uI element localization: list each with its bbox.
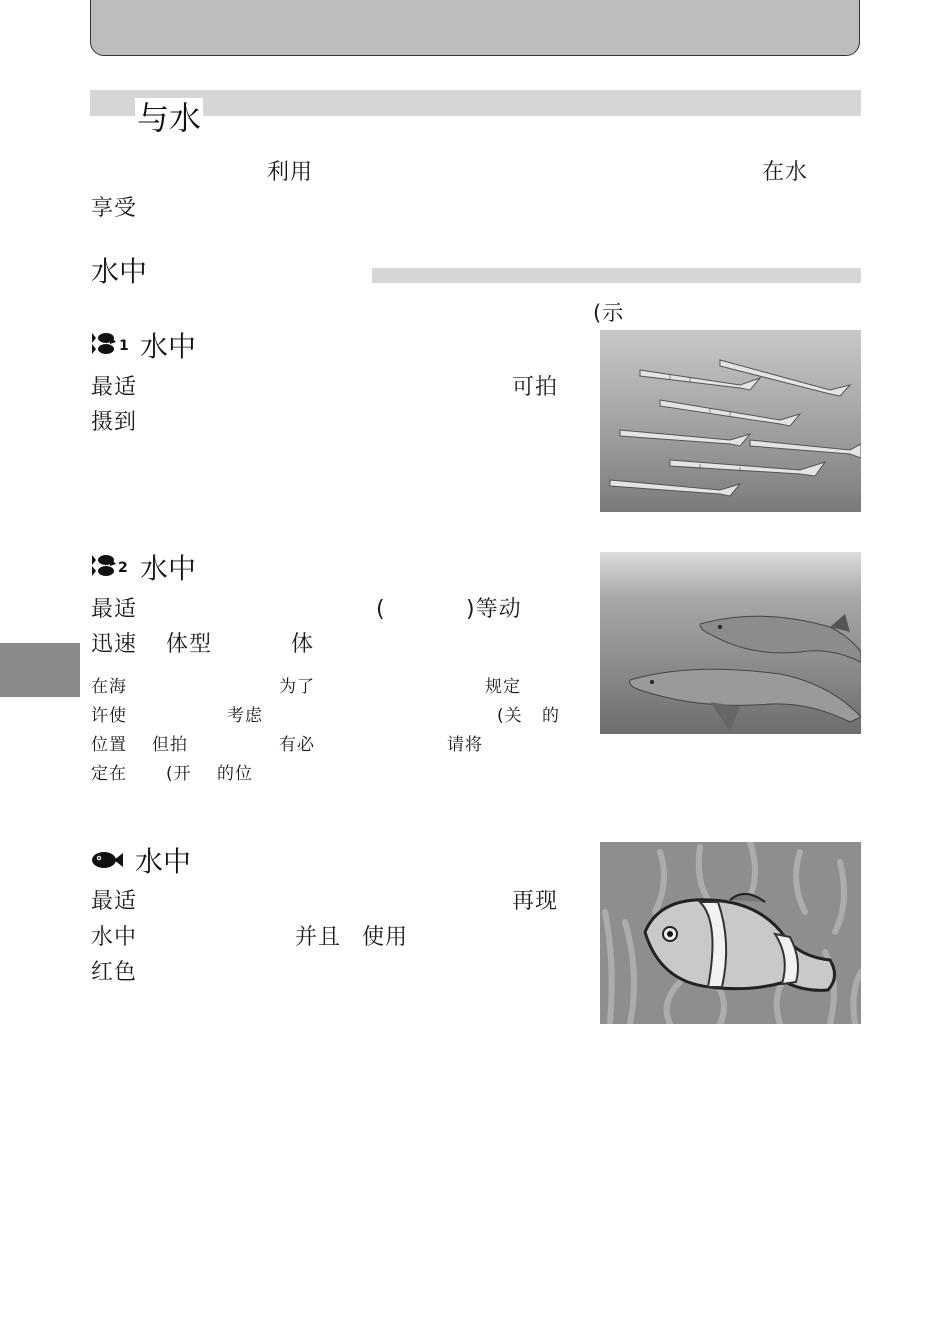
mode2-text-best: 最适 [91, 597, 138, 622]
note-text: 的 [542, 706, 560, 726]
page-header-tab [90, 0, 860, 56]
mode-title-text: 水中 [140, 552, 197, 585]
note-text: 请将 [447, 735, 483, 755]
note-text: (关 [497, 706, 523, 726]
svg-text:1: 1 [119, 338, 128, 354]
note-text: 定在 [91, 764, 127, 784]
underwater-wide2-icon [92, 552, 128, 586]
mode2-text-body: 体 [291, 632, 315, 657]
mode2-text-etc-animals: )等动 [466, 597, 522, 622]
svg-text:2: 2 [118, 560, 128, 576]
mode3-text-and: 并且 [295, 925, 342, 950]
subsection-heading: 水中 [91, 255, 148, 288]
dolphins-photo [600, 552, 861, 734]
note-text: (开 [166, 764, 192, 784]
mode3-text-use: 使用 [362, 925, 409, 950]
mode-underwater-wide2-title [92, 552, 196, 586]
note-text: 但拍 [152, 735, 188, 755]
mode3-text-reproduce: 再现 [512, 889, 559, 914]
barracuda-school-photo [600, 330, 861, 512]
note-text: 位置 [91, 735, 127, 755]
note-text: 考虑 [227, 706, 263, 726]
mode2-text-body-shape: 体型 [166, 632, 213, 657]
mode3-text-best: 最适 [91, 889, 138, 914]
chapter-side-tab [0, 643, 80, 697]
mode1-text-best: 最适 [91, 375, 138, 400]
section-title: 与水 [137, 99, 202, 137]
subsection-note: (示 [593, 301, 625, 325]
mode3-text-underwater: 水中 [91, 925, 138, 950]
mode1-text-can-shoot: 可拍 [512, 375, 559, 400]
mode2-text-fast: 迅速 [91, 632, 138, 657]
intro-text-use: 利用 [267, 160, 314, 185]
note-text: 有必 [279, 735, 315, 755]
mode3-text-red: 红色 [91, 960, 138, 985]
note-text: 为了 [279, 677, 315, 697]
section-title-bar [90, 90, 861, 116]
note-text: 规定 [485, 677, 521, 697]
mode-title-text: 水中 [140, 330, 197, 363]
note-text: 的位 [217, 764, 253, 784]
intro-text-in-water: 在水 [762, 160, 809, 185]
subsection-bar [372, 268, 861, 283]
clownfish-photo [600, 842, 861, 1024]
mode-underwater-wide1-title [92, 330, 196, 364]
note-text: 许使 [91, 706, 127, 726]
underwater-wide1-icon [92, 330, 128, 364]
mode-underwater-macro-title [91, 845, 191, 879]
mode-title-text: 水中 [135, 845, 192, 878]
mode2-paren-open: ( [376, 597, 386, 622]
note-text: 在海 [91, 677, 127, 697]
intro-text-enjoy: 享受 [91, 196, 138, 221]
underwater-macro-fish-icon [91, 845, 123, 879]
mode1-text-capture: 摄到 [91, 410, 138, 435]
